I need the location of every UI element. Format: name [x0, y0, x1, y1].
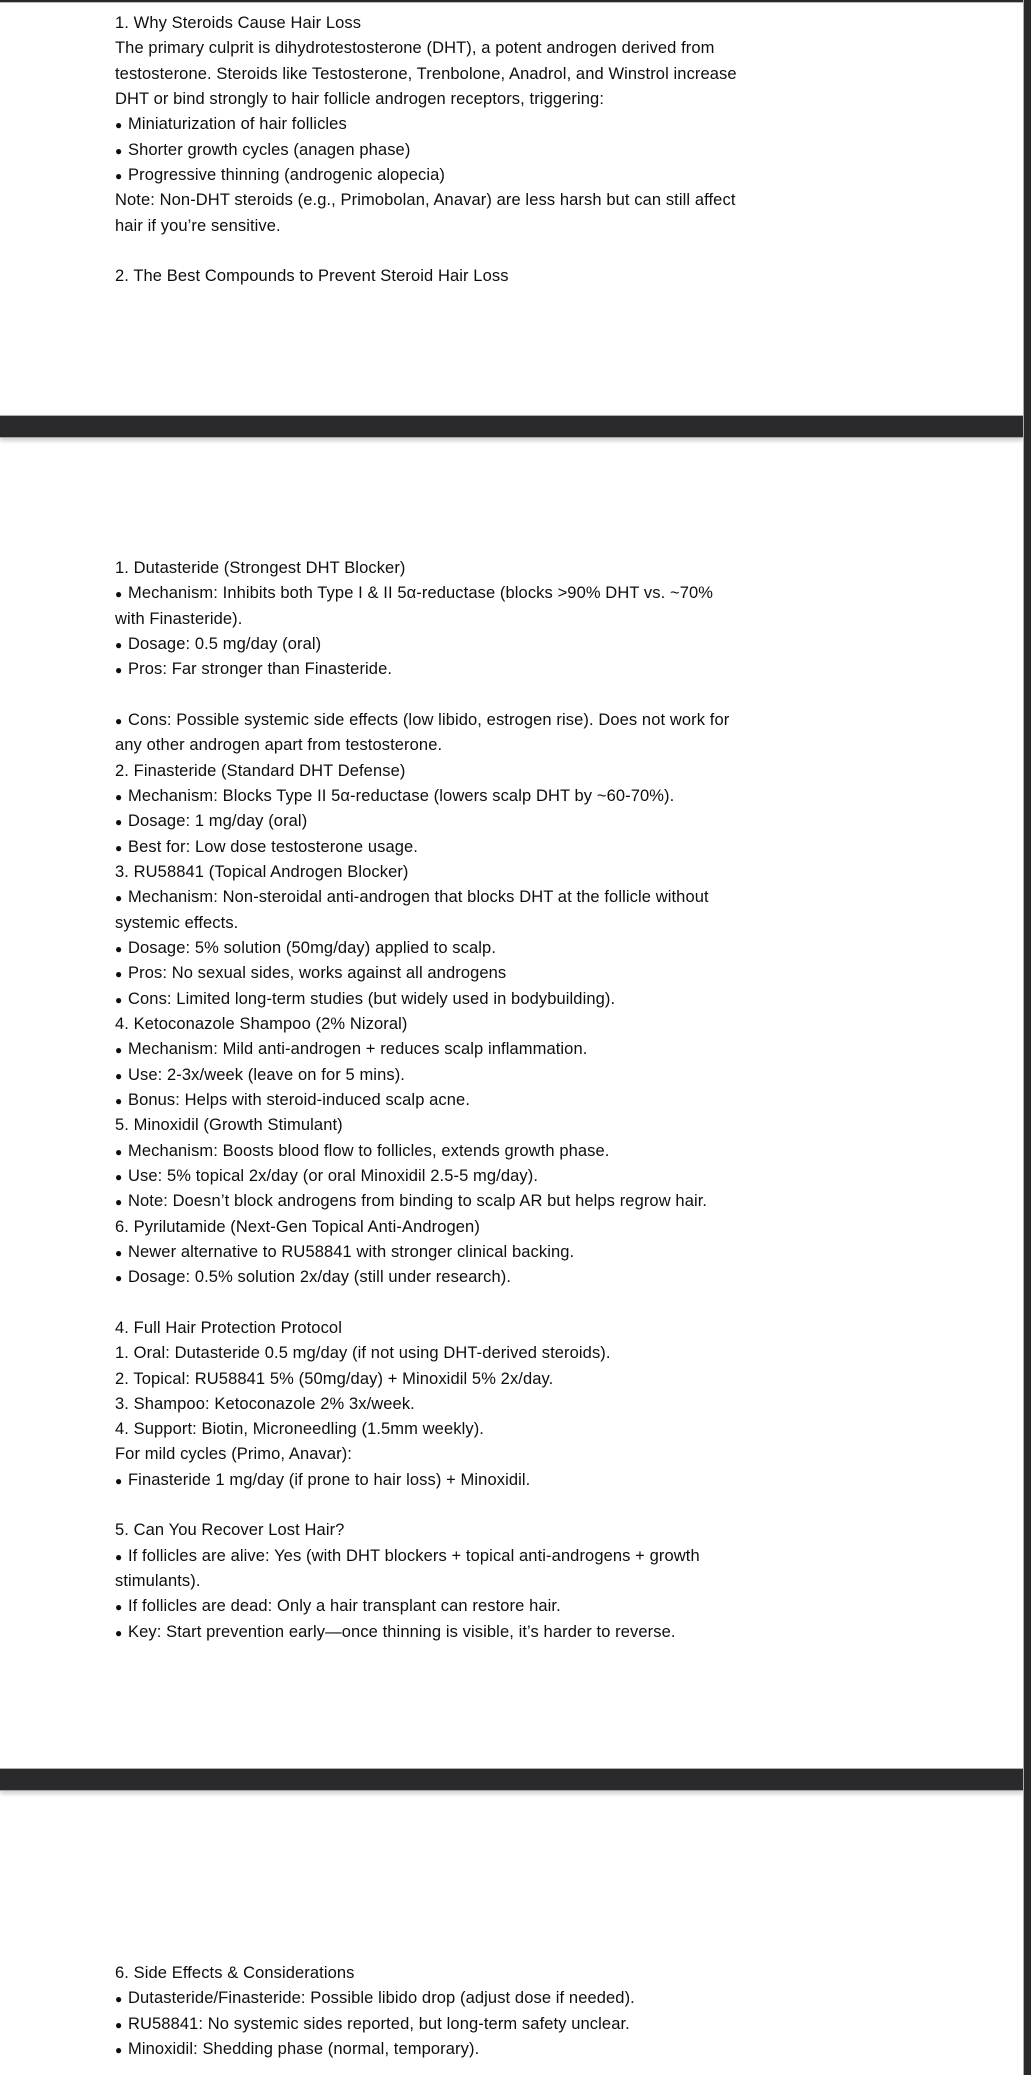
bullet-icon: ●: [115, 663, 123, 678]
text-line: 2. Finasteride (Standard DHT Defense): [115, 761, 406, 780]
bullet-icon: ●: [115, 2042, 123, 2057]
text-line: 4. Support: Biotin, Microneedling (1.5mm weekly).: [115, 1420, 484, 1439]
text-line: ● Pros: No sexual sides, works against all androgens: [115, 961, 823, 986]
document-page-3: [0, 1791, 1023, 2075]
text-line: ● Mechanism: Mild anti-androgen + reduces scalp inflammation.: [115, 1037, 823, 1062]
text-line: with Finasteride).: [115, 609, 243, 628]
text-line: ● Shorter growth cycles (anagen phase): [115, 138, 823, 163]
text-line: ● Dosage: 1 mg/day (oral): [115, 809, 823, 834]
bullet-icon: ●: [115, 1144, 123, 1159]
page-gap-2: [0, 1768, 1023, 1791]
page-2-text: [115, 556, 823, 1645]
text-line: ● Use: 2-3x/week (leave on for 5 mins).: [115, 1063, 823, 1088]
text-line: 1. Dutasteride (Strongest DHT Blocker): [115, 559, 406, 577]
text-line: [115, 683, 823, 708]
bullet-icon: ●: [115, 1169, 123, 1184]
text-line: ● Newer alternative to RU58841 with stronger clinical backing.: [115, 1240, 823, 1265]
text-line: ● If follicles are alive: Yes (with DHT blockers + topical anti-androgens + growth: [115, 1544, 823, 1569]
text-line: ● Minoxidil: Shedding phase (normal, temporary).: [115, 2037, 823, 2062]
text-line: For mild cycles (Primo, Anavar):: [115, 1445, 352, 1464]
text-line: 6. Side Effects & Considerations: [115, 1964, 355, 1982]
text-line: The primary culprit is dihydrotestosterone (DHT), a potent androgen derived from: [115, 39, 715, 58]
bullet-icon: ●: [115, 1625, 123, 1640]
text-line: ● Pros: Far stronger than Finasteride.: [115, 657, 823, 682]
text-line: ● Key: Start prevention early—once thinning is visible, it’s harder to reverse.: [115, 1620, 823, 1645]
text-line: stimulants).: [115, 1572, 201, 1591]
bullet-icon: ●: [115, 143, 123, 158]
page-1-text: [115, 11, 823, 290]
bullet-icon: ●: [115, 2017, 123, 2032]
text-line: ● Finasteride 1 mg/day (if prone to hair loss) + Minoxidil.: [115, 1468, 823, 1493]
document-page-2: [0, 438, 1023, 1768]
text-line: 2. The Best Compounds to Prevent Steroid Hair Loss: [115, 267, 509, 286]
text-line: ● Dosage: 0.5 mg/day (oral): [115, 632, 823, 657]
text-line: 3. RU58841 (Topical Androgen Blocker): [115, 862, 409, 881]
bullet-icon: ●: [115, 118, 123, 133]
text-line: ● Mechanism: Boosts blood flow to follicles, extends growth phase.: [115, 1139, 823, 1164]
text-line: 1. Oral: Dutasteride 0.5 mg/day (if not using DHT-derived steroids).: [115, 1344, 611, 1363]
text-line: ● Dosage: 0.5% solution 2x/day (still under research).: [115, 1265, 823, 1290]
text-line: hair if you’re sensitive.: [115, 216, 281, 235]
text-line: ● Cons: Possible systemic side effects (low libido, estrogen rise). Does not work for: [115, 708, 823, 733]
text-line: ● Note: Doesn’t block androgens from binding to scalp AR but helps regrow hair.: [115, 1189, 823, 1214]
text-line: ● Dutasteride/Finasteride: Possible libido drop (adjust dose if needed).: [115, 1986, 823, 2011]
text-line: 4. Ketoconazole Shampoo (2% Nizoral): [115, 1014, 408, 1033]
text-line: ● Mechanism: Non-steroidal anti-androgen that blocks DHT at the follicle without: [115, 885, 823, 910]
bullet-icon: ●: [115, 1600, 123, 1615]
bullet-icon: ●: [115, 1043, 123, 1058]
bullet-icon: ●: [115, 967, 123, 982]
text-line: 1. Why Steroids Cause Hair Loss: [115, 14, 362, 32]
document-page-1: [0, 3, 1023, 415]
text-line: testosterone. Steroids like Testosterone, Trenbolone, Anadrol, and Winstrol increase: [115, 64, 737, 83]
bullet-icon: ●: [115, 1068, 123, 1083]
bullet-icon: ●: [115, 1245, 123, 1260]
text-line: ● Cons: Limited long-term studies (but widely used in bodybuilding).: [115, 987, 823, 1012]
bullet-icon: ●: [115, 637, 123, 652]
bullet-icon: ●: [115, 1093, 123, 1108]
text-line: 3. Shampoo: Ketoconazole 2% 3x/week.: [115, 1394, 415, 1413]
viewer-top-edge: [0, 0, 1031, 3]
bullet-icon: ●: [115, 168, 123, 183]
text-line: 4. Full Hair Protection Protocol: [115, 1318, 342, 1337]
bullet-icon: ●: [115, 815, 123, 830]
text-line: DHT or bind strongly to hair follicle androgen receptors, triggering:: [115, 89, 605, 108]
bullet-icon: ●: [115, 1549, 123, 1564]
text-line: ● Mechanism: Inhibits both Type I & II 5α-reductase (blocks >90% DHT vs. ~70%: [115, 581, 823, 606]
text-line: 5. Minoxidil (Growth Stimulant): [115, 1116, 343, 1135]
text-line: ● Dosage: 5% solution (50mg/day) applied to scalp.: [115, 936, 823, 961]
text-line: 5. Can You Recover Lost Hair?: [115, 1521, 345, 1540]
viewer-right-background: [1023, 0, 1031, 2075]
bullet-icon: ●: [115, 1473, 123, 1488]
text-line: ● Progressive thinning (androgenic alopecia): [115, 163, 823, 188]
text-line: ● Best for: Low dose testosterone usage.: [115, 835, 823, 860]
text-line: [115, 1291, 823, 1316]
bullet-icon: ●: [115, 941, 123, 956]
bullet-icon: ●: [115, 840, 123, 855]
bullet-icon: ●: [115, 713, 123, 728]
text-line: [115, 1493, 823, 1518]
text-line: ● RU58841: No systemic sides reported, but long-term safety unclear.: [115, 2012, 823, 2037]
text-line: ● Bonus: Helps with steroid-induced scalp acne.: [115, 1088, 823, 1113]
text-line: 2. Topical: RU58841 5% (50mg/day) + Minoxidil 5% 2x/day.: [115, 1369, 554, 1388]
bullet-icon: ●: [115, 891, 123, 906]
text-line: ● Mechanism: Blocks Type II 5α-reductase (lowers scalp DHT by ~60-70%).: [115, 784, 823, 809]
text-line: any other androgen apart from testosterone.: [115, 736, 443, 755]
bullet-icon: ●: [115, 1992, 123, 2007]
text-line: ● Miniaturization of hair follicles: [115, 112, 823, 137]
page-gap-1: [0, 415, 1023, 438]
text-line: Note: Non-DHT steroids (e.g., Primobolan, Anavar) are less harsh but can still affect: [115, 191, 736, 210]
text-line: 6. Pyrilutamide (Next-Gen Topical Anti-Androgen): [115, 1217, 480, 1236]
text-line: ● Use: 5% topical 2x/day (or oral Minoxidil 2.5-5 mg/day).: [115, 1164, 823, 1189]
bullet-icon: ●: [115, 587, 123, 602]
bullet-icon: ●: [115, 1195, 123, 1210]
text-line: [115, 239, 823, 264]
bullet-icon: ●: [115, 992, 123, 1007]
bullet-icon: ●: [115, 1271, 123, 1286]
text-line: systemic effects.: [115, 913, 239, 932]
bullet-icon: ●: [115, 789, 123, 804]
page-3-text: [115, 1961, 823, 2062]
text-line: ● If follicles are dead: Only a hair transplant can restore hair.: [115, 1594, 823, 1619]
